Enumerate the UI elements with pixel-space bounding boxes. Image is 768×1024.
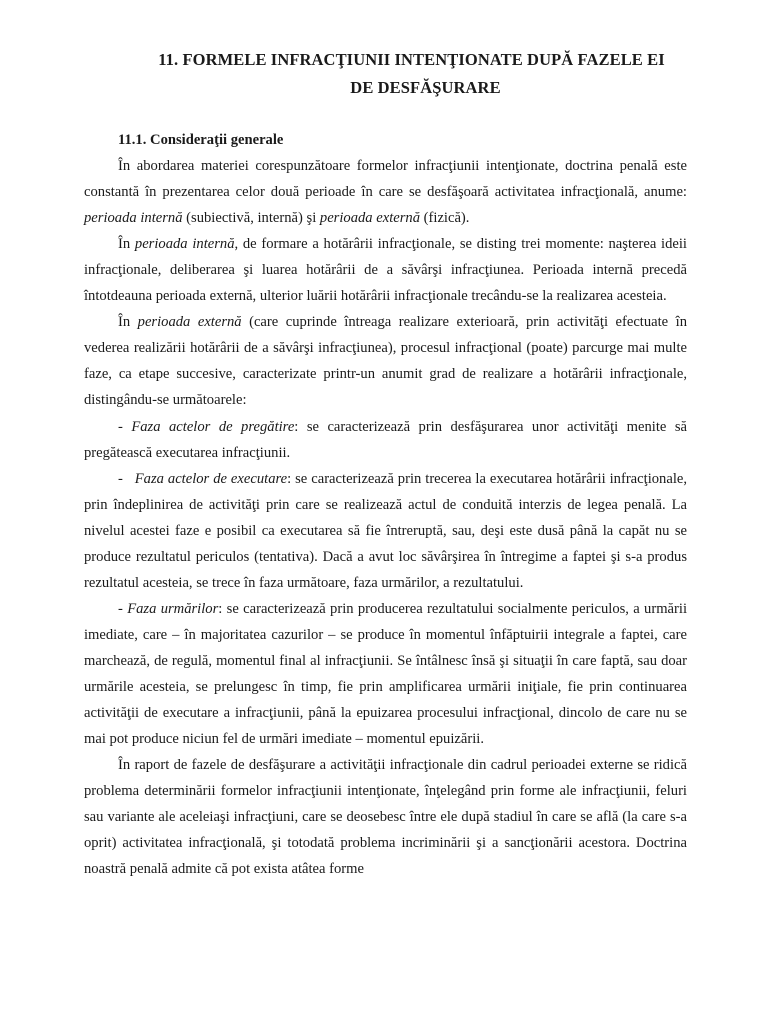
- chapter-title-line-2: DE DESFĂŞURARE: [350, 78, 501, 97]
- text-span: În: [118, 236, 135, 253]
- italic-term: Faza actelor de executare: [134, 470, 288, 487]
- paragraph-intro: [84, 153, 687, 231]
- document-body: [84, 127, 687, 882]
- italic-term: perioada internă: [84, 210, 183, 227]
- paragraph-internal-period: [84, 231, 687, 309]
- italic-term: Faza urmărilor: [127, 600, 219, 617]
- section-heading: 11.1. Consideraţii generale: [118, 132, 284, 148]
- paragraph-external-period: [84, 309, 687, 413]
- text-span: (care cuprinde întreaga realizare exterioară, prin activităţi efectuate în vederea realizării hotărârii de a săvârşi infracţiunea), procesul infracţional (poate) parcurge mai multe faze, ca etape succesive, caracterizate printr-un anumit grad de realizare a hotărârii infracţionale, distingându-se următoarele:: [84, 314, 687, 409]
- text-span: În: [118, 314, 138, 331]
- text-span: În raport de fazele de desfăşurare a activităţii infracţionale din cadrul perioadei externe se ridică problema determinării formelor infracţiunii intenţionate, înţelegând prin forme ale infracţiunii, feluri sau variante ale aceleiaşi infracţiuni, care se deosebesc între ele după stadiul în care se află (la care s-a oprit) activitatea infracţională, şi totodată problema incriminării şi a sancţionării acestora. Doctrina noastră penală admite că pot exista atâtea forme: [84, 757, 687, 878]
- chapter-title: [84, 46, 687, 102]
- text-span: : se caracterizează prin trecerea la executarea hotărârii infracţionale, prin îndeplinirea de activităţi prin care se realizează actul de conduită interzis de legea penală. La nivelul acestei faze e posibil ca executarea să fie întreruptă, sau, deşi este dusă până la capăt nu se produce rezultatul periculos (tentativa). Dacă a avut loc săvârşirea în întregime a faptei şi s-a produs rezultatul acesteia, se trece în faza următoare, faza urmărilor, a rezultatului.: [84, 470, 687, 591]
- list-item-preparation-phase: [84, 414, 687, 466]
- italic-term: perioada internă: [134, 236, 235, 253]
- text-span: : se caracterizează prin desfăşurarea unor activităţi menite să pregătească executarea infracţiunii.: [84, 418, 687, 461]
- text-span: -: [118, 418, 132, 435]
- text-span: -: [118, 600, 128, 617]
- text-span: (fizică).: [420, 210, 470, 227]
- list-item-consequences-phase: [84, 596, 687, 752]
- text-span: (subiectivă, internă) şi: [182, 210, 320, 227]
- italic-term: perioada externă: [137, 314, 242, 331]
- italic-term: perioada externă: [319, 210, 421, 227]
- text-span: -: [118, 470, 135, 487]
- list-item-execution-phase: [84, 466, 687, 596]
- text-span: , de formare a hotărârii infracţionale, se disting trei momente: naşterea ideii infracţionale, deliberarea şi luarea hotărârii de a săvârşi infracţiunea. Perioada internă precedă întotdeauna perioada externă, ulterior luării hotărârii infracţionale trecându-se la realizarea acesteia.: [84, 236, 687, 305]
- italic-term: Faza actelor de pregătire: [131, 418, 295, 435]
- text-span: : se caracterizează prin producerea rezultatului socialmente periculos, a urmării imediate, care – în majoritatea cazurilor – se produce în momentul înfăptuirii integrale a faptei, care marchează, de regulă, momentul final al infracţiunii. Se întâlnesc însă şi situaţii în care faptă, sau doar urmările acesteia, se prelungesc în timp, fie prin amplificarea urmării iniţiale, fie prin continuarea activităţii de executare a infracţiunii, până la epuizarea procesului infracţional, dincolo de care nu se mai pot produce niciun fel de urmări imediate – momentul epuizării.: [84, 600, 688, 748]
- paragraph-forms-of-offense: [84, 752, 687, 882]
- chapter-title-line-1: 11. FORMELE INFRACŢIUNII INTENŢIONATE DUPĂ FAZELE EI: [158, 50, 665, 69]
- text-span: În abordarea materiei corespunzătoare formelor infracţiunii intenţionate, doctrina penală este constantă în prezentarea celor două perioade în care se desfăşoară activitatea infracţională, anume:: [84, 158, 687, 201]
